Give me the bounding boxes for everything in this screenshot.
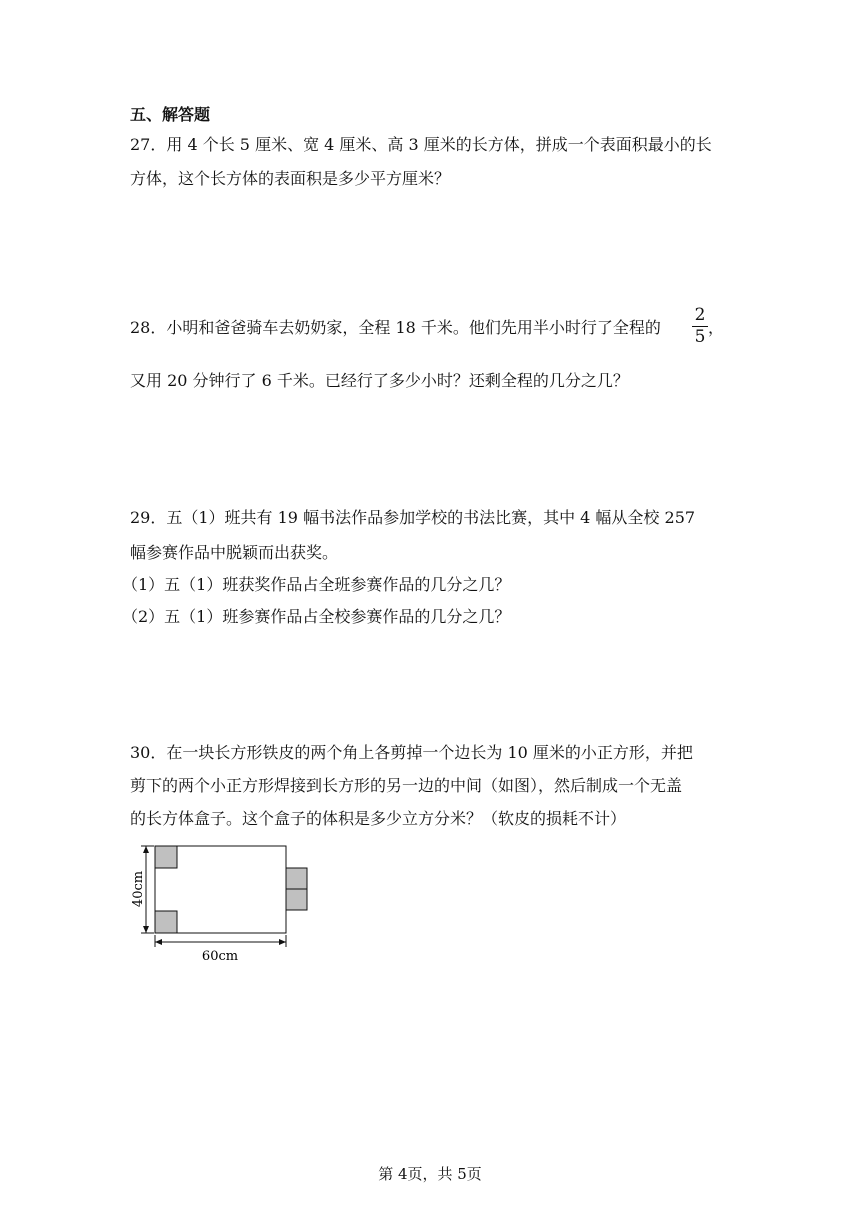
q28-line-2: 又用 20 分钟行了 6 千米。已经行了多少小时？还剩全程的几分之几？: [130, 371, 629, 390]
width-arrow-right: [279, 939, 286, 945]
page-footer: 第 4页，共 5页: [378, 1165, 482, 1183]
q30-line-1: 30．在一块长方形铁皮的两个角上各剪掉一个边长为 10 厘米的小正方形，并把: [130, 743, 693, 762]
height-label: 40cm: [131, 870, 146, 908]
q30-line-3: 的长方体盒子。这个盒子的体积是多少立方分米？（软皮的损耗不计）: [130, 809, 627, 828]
q29-sub-2: （2）五（1）班参赛作品占全校参赛作品的几分之几？: [122, 607, 511, 626]
q28-line-1: 28．小明和爸爸骑车去奶奶家，全程 18 千米。他们先用半小时行了全程的: [130, 318, 661, 337]
q30-line-2: 剪下的两个小正方形焊接到长方形的另一边的中间（如图），然后制成一个无盖: [130, 776, 683, 795]
section-title: 五、解答题: [130, 105, 211, 124]
q29-line-1: 29．五（1）班共有 19 幅书法作品参加学校的书法比赛，其中 4 幅从全校 257: [130, 508, 696, 527]
q30-figure: [120, 836, 320, 966]
q27-line-2: 方体，这个长方体的表面积是多少平方厘米？: [130, 169, 451, 188]
q28-fraction: [692, 306, 708, 346]
fraction-numerator: 2: [694, 305, 706, 325]
q29-sub-1: （1）五（1）班获奖作品占全班参赛作品的几分之几？: [122, 575, 511, 594]
width-label: 60cm: [201, 949, 239, 964]
q28-comma: ，: [708, 318, 725, 337]
welded-square-lower: [286, 889, 307, 910]
cut-square-top-left: [155, 846, 177, 868]
width-arrow-left: [155, 939, 162, 945]
height-arrow-bottom: [143, 926, 149, 933]
fraction-denominator: 5: [694, 327, 706, 347]
q27-line-1: 27．用 4 个长 5 厘米、宽 4 厘米、高 3 厘米的长方体，拼成一个表面积最小的长: [130, 135, 712, 154]
cut-square-bottom-left: [155, 911, 177, 933]
welded-square-upper: [286, 868, 307, 889]
q29-line-2: 幅参赛作品中脱颖而出获奖。: [130, 543, 339, 562]
height-arrow-top: [143, 846, 149, 853]
